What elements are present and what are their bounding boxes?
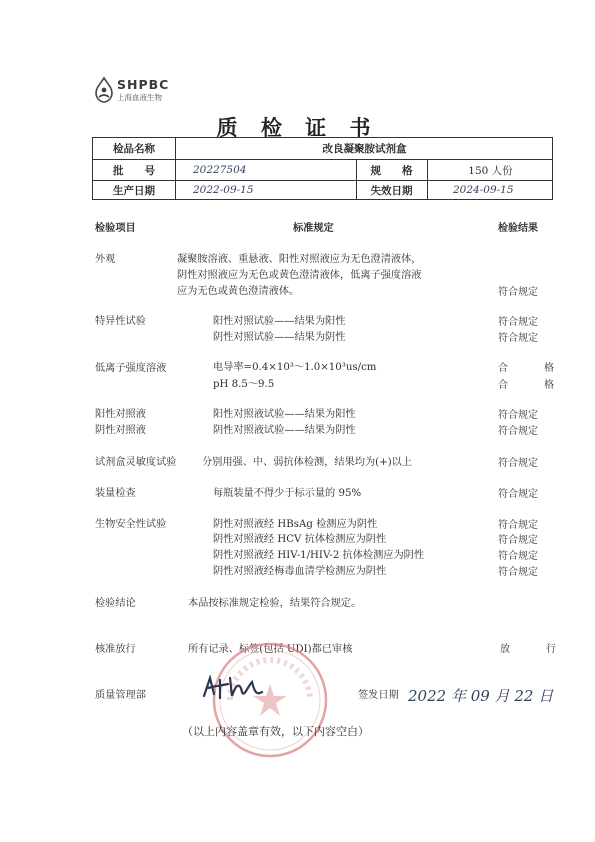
product-label: 检品名称 xyxy=(113,143,155,155)
item-appearance-label: 外观 xyxy=(95,254,116,265)
conclusion-label: 检验结论 xyxy=(95,598,136,609)
header-standard: 标准规定 xyxy=(293,222,334,234)
lowion-line-1: 电导率=0.4×10³～1.0×10³us/cm xyxy=(213,362,377,373)
appearance-result: 符合规定 xyxy=(498,287,538,298)
biosafety-result-4: 符合规定 xyxy=(498,567,538,578)
product-info-table xyxy=(92,137,553,200)
item-lowion-label: 低离子强度溶液 xyxy=(95,363,167,374)
biosafety-line-1: 阴性对照液经 HBsAg 检测应为阴性 xyxy=(213,519,378,530)
lowion-result-1: 合 格 xyxy=(498,363,567,374)
appearance-line-3: 应为无色或黄色澄清液体。 xyxy=(177,286,300,297)
exp-date-label: 失效日期 xyxy=(370,184,413,197)
footer-note: （以上内容盖章有效，以下内容空白） xyxy=(182,725,369,738)
info-row-batch xyxy=(93,159,552,180)
product-value: 改良凝聚胺试剂盒 xyxy=(322,143,407,155)
item-biosafety-label: 生物安全性试验 xyxy=(95,519,167,530)
controls-result-2: 符合规定 xyxy=(498,426,538,437)
company-full-name: 上海血液生物 xyxy=(117,93,162,102)
biosafety-result-1: 符合规定 xyxy=(498,520,538,531)
item-fill-label: 装量检查 xyxy=(95,488,136,499)
handwritten-signature xyxy=(200,672,270,702)
mfg-date-label: 生产日期 xyxy=(113,184,155,197)
appearance-line-2: 阴性对照液应为无色或黄色澄清液体，低离子强度溶液 xyxy=(177,270,422,281)
specificity-result-2: 符合规定 xyxy=(498,333,538,344)
header-result: 检验结果 xyxy=(498,223,538,234)
item-positive-control-label: 阳性对照液 xyxy=(95,409,146,420)
biosafety-result-3: 符合规定 xyxy=(498,551,538,562)
biosafety-line-3: 阴性对照液经 HIV-1/HIV-2 抗体检测应为阴性 xyxy=(213,550,425,561)
mfg-date-value: 2022-09-15 xyxy=(193,184,254,196)
exp-date-value: 2024-09-15 xyxy=(453,184,514,196)
info-row-dates xyxy=(93,180,552,199)
controls-line-1: 阳性对照液试验——结果为阳性 xyxy=(213,409,356,420)
spec-label: 规 格 xyxy=(370,164,413,177)
info-row-product xyxy=(93,138,552,159)
spec-value: 150 人份 xyxy=(468,164,513,177)
item-specificity-label: 特异性试验 xyxy=(95,316,146,327)
company-short-name: SHPBC xyxy=(117,77,170,92)
lowion-line-2: pH 8.5～9.5 xyxy=(213,379,275,390)
sensitivity-line: 分别用强、中、弱抗体检测，结果均为(+)以上 xyxy=(202,457,413,468)
company-logo xyxy=(93,76,203,106)
release-label: 核准放行 xyxy=(95,644,136,655)
biosafety-result-2: 符合规定 xyxy=(498,535,538,546)
qa-label: 质量管理部 xyxy=(95,690,146,701)
sign-date-label: 签发日期 xyxy=(358,690,399,701)
batch-label: 批 号 xyxy=(113,164,155,177)
specificity-result-1: 符合规定 xyxy=(498,317,538,328)
conclusion-text: 本品按标准规定检验，结果符合规定。 xyxy=(188,598,362,609)
fill-line: 每瓶装量不得少于标示量的 95% xyxy=(213,488,362,499)
release-text: 所有记录、标签(包括 UDI)都已审核 xyxy=(188,644,353,655)
item-sensitivity-label: 试剂盒灵敏度试验 xyxy=(95,457,177,468)
header-item: 检验项目 xyxy=(95,222,136,234)
biosafety-line-2: 阴性对照液经 HCV 抗体检测应为阴性 xyxy=(213,534,387,545)
sign-date-value: 2022 年 09 月 22 日 xyxy=(408,687,554,705)
specificity-line-2: 阴性对照试验——结果为阴性 xyxy=(213,332,346,343)
release-result: 放 行 xyxy=(500,644,569,655)
item-negative-control-label: 阴性对照液 xyxy=(95,425,146,436)
appearance-line-1: 凝聚胺溶液、重悬液、阳性对照液应为无色澄清液体， xyxy=(177,254,422,265)
batch-value: 20227504 xyxy=(193,164,247,176)
biosafety-line-4: 阴性对照液经梅毒血清学检测应为阴性 xyxy=(213,566,387,577)
fill-result: 符合规定 xyxy=(498,489,538,500)
controls-line-2: 阴性对照液试验——结果为阴性 xyxy=(213,425,356,436)
page-title: 质 检 证 书 xyxy=(216,115,379,140)
sensitivity-result: 符合规定 xyxy=(498,458,538,469)
controls-result-1: 符合规定 xyxy=(498,410,538,421)
drop-figure-icon xyxy=(93,76,115,104)
lowion-result-2: 合 格 xyxy=(498,380,567,391)
specificity-line-1: 阳性对照试验——结果为阳性 xyxy=(213,316,346,327)
